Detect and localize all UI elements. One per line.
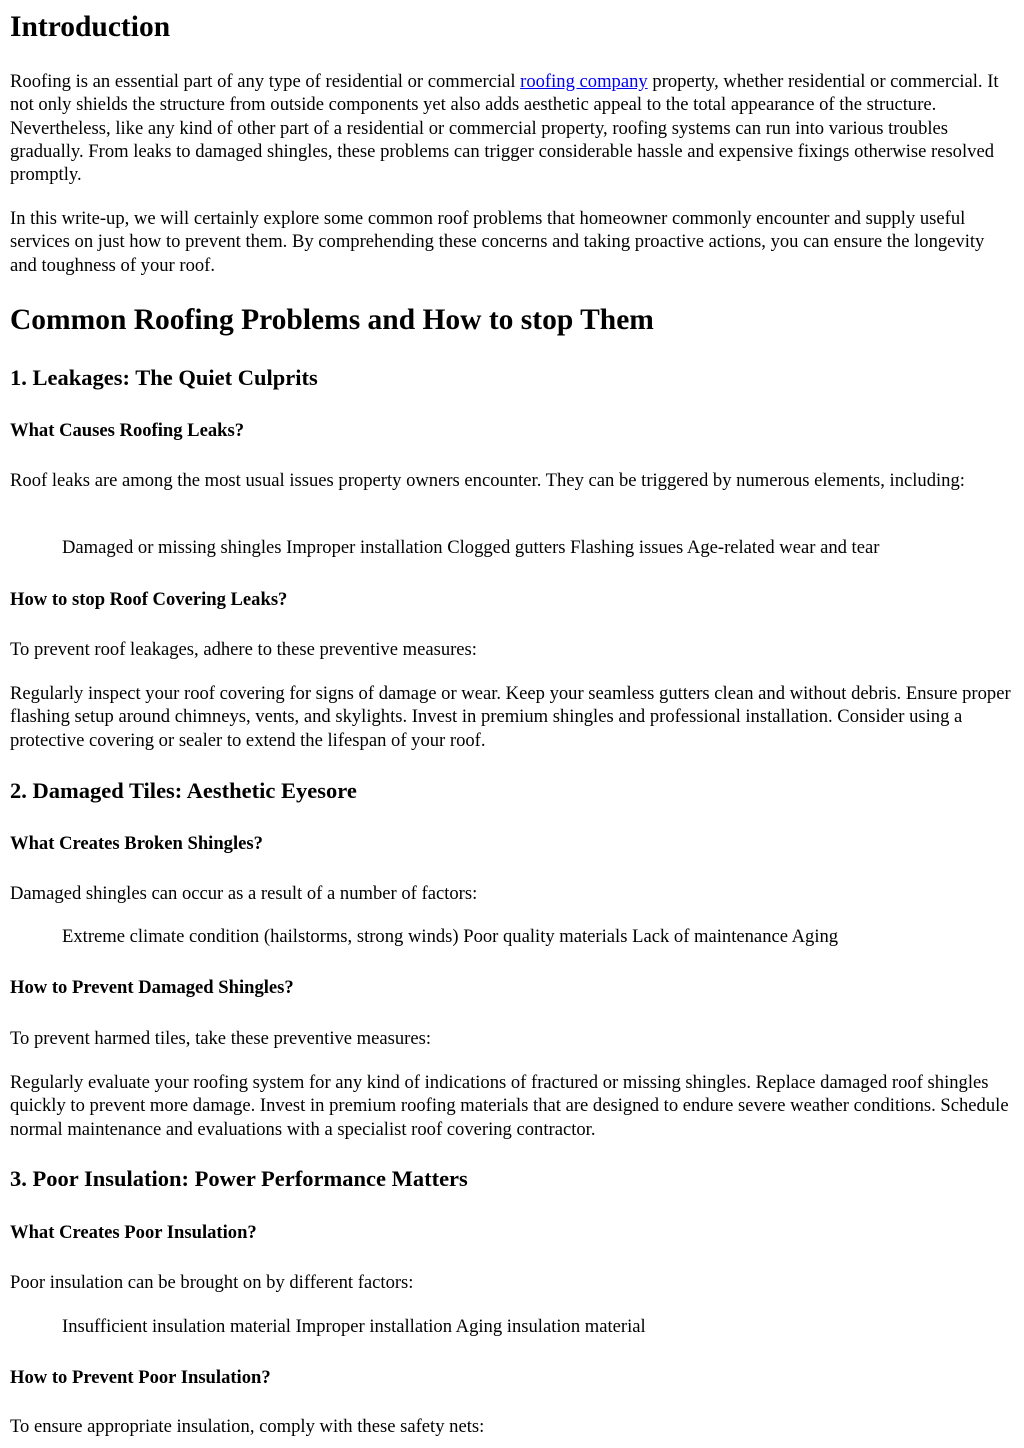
section-3-question-2: How to Prevent Poor Insulation? — [10, 1367, 271, 1388]
section-1-text-2: To prevent roof leakages, adhere to these preventive measures: — [10, 639, 477, 660]
intro-p1-after: property, whether residential or commercial. It not only shields the structure from outside components yet also adds aesthetic appeal to the total appearance of the structure. Nevertheless, like any kind of other part of a residential or commercial property, roofing systems can run into various troubles gradually. From leaks to damaged shingles, these problems can trigger considerable hassle and expensive fixings otherwise resolved promptly. — [10, 71, 999, 186]
section-1-heading: 1. Leakages: The Quiet Culprits — [10, 365, 318, 390]
section-2-body: Regularly evaluate your roofing system for any kind of indications of fractured or missing shingles. Replace damaged roof shingles quickly to prevent more damage. Invest in premium roofing materials that are designed to endure severe weather conditions. Schedule normal maintenance and evaluations with a specialist roof covering contractor. — [10, 1072, 1009, 1140]
section-1-question-1: What Causes Roofing Leaks? — [10, 420, 245, 441]
section-3-question-1: What Creates Poor Insulation? — [10, 1222, 257, 1243]
section-2-question-1: What Creates Broken Shingles? — [10, 833, 263, 854]
intro-paragraph-1 — [10, 70, 1014, 186]
section-2-text-1: Damaged shingles can occur as a result of a number of factors: — [10, 883, 478, 904]
intro-paragraph-2: In this write-up, we will certainly explore some common roof problems that homeowner commonly encounter and supply useful services on just how to prevent them. By comprehending these concerns and taking proactive actions, you can ensure the longevity and toughness of your roof. — [10, 208, 985, 276]
intro-p1-before: Roofing is an essential part of any type of residential or commercial — [10, 71, 521, 92]
section-2-question-2: How to Prevent Damaged Shingles? — [10, 977, 294, 998]
section-1-body: Regularly inspect your roof covering for signs of damage or wear. Keep your seamless gutters clean and without debris. Ensure proper flashing setup around chimneys, vents, and skylights. Invest in premium shingles and professional installation. Consider using a protective covering or sealer to extend the lifespan of your roof. — [10, 683, 1011, 751]
intro-title: Introduction — [10, 11, 171, 43]
section-2-text-2: To prevent harmed tiles, take these preventive measures: — [10, 1028, 432, 1049]
section-2-list: Extreme climate condition (hailstorms, strong winds) Poor quality materials Lack of maintenance Aging — [62, 926, 839, 947]
section-3-text-1: Poor insulation can be brought on by different factors: — [10, 1272, 414, 1293]
section-1-text-1: Roof leaks are among the most usual issues property owners encounter. They can be triggered by numerous elements, including: — [10, 470, 965, 491]
section-1-list: Damaged or missing shingles Improper installation Clogged gutters Flashing issues Age-related wear and tear — [62, 537, 880, 558]
section-3-heading: 3. Poor Insulation: Power Performance Matters — [10, 1166, 468, 1191]
section-3-list: Insufficient insulation material Improper installation Aging insulation material — [62, 1316, 646, 1337]
section-1-question-2: How to stop Roof Covering Leaks? — [10, 589, 288, 610]
section-3-text-2: To ensure appropriate insulation, comply with these safety nets: — [10, 1416, 485, 1437]
main-heading: Common Roofing Problems and How to stop Them — [10, 304, 654, 336]
roofing-company-link[interactable]: roofing company — [520, 71, 648, 92]
section-2-heading: 2. Damaged Tiles: Aesthetic Eyesore — [10, 778, 357, 803]
